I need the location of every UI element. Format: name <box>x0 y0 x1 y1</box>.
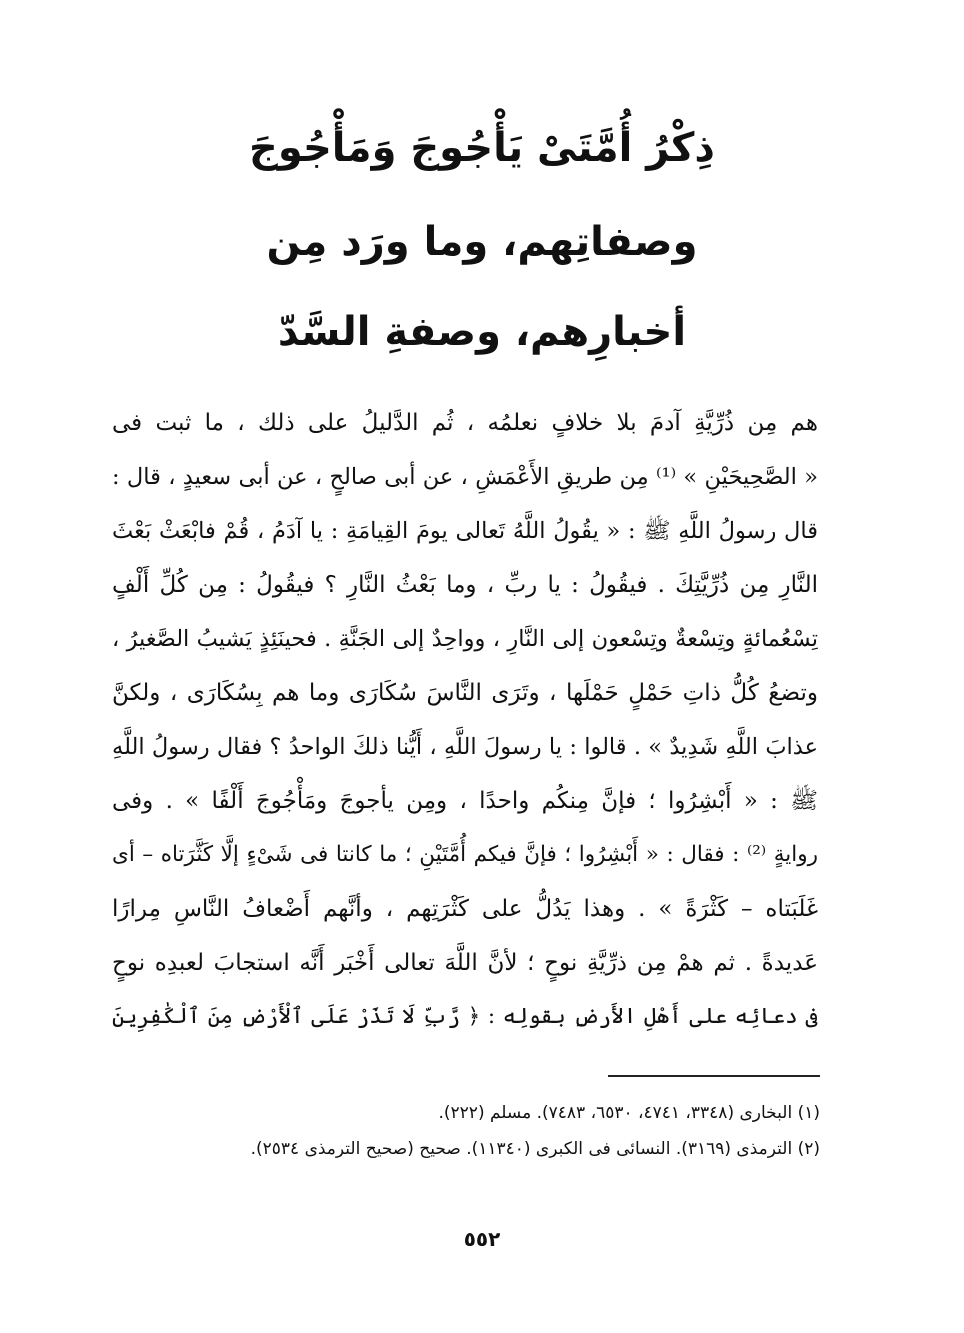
body-line: النَّارِ مِن ذُرِّيَّتِكَ . فيقُولُ : يا ربِّ ، وما بَعْثُ النَّارِ ؟ فيقُولُ : مِن كُلِّ أَلْفٍ <box>112 572 818 598</box>
footnote-2: (٢) الترمذى (٣١٦٩). النسائى فى الكبرى (١١٣٤٠). صحيح (صحيح الترمذى ٢٥٣٤). <box>250 1139 820 1159</box>
body-line: غَلَبَتاه – كَثْرَةً » . وهذا يَدُلُّ على كَثْرَتِهم ، وأنَّهم أَضْعافُ النَّاسِ مِرارًا <box>112 896 818 922</box>
body-line: ﷺ : « أَبْشِرُوا ؛ فإنَّ مِنكُم واحدًا ، ومِن يأجوجَ ومَأْجُوجَ أَلْفًا » . وفى <box>112 788 818 814</box>
body-line: قال رسولُ اللَّهِ ﷺ : « يقُولُ اللَّهُ تَعالى يومَ القِيامَةِ : يا آدَمُ ، قُمْ فابْعَثْ بَعْثَ <box>112 518 818 544</box>
body-line: تِسْعُمائةٍ وتِسْعةٌ وتِسْعون إلى النَّارِ ، وواحِدٌ إلى الجَنَّةِ . فحينَئِذٍ يَشيبُ الصَّغيرُ ، <box>112 626 818 652</box>
chapter-title-line-3: أخبارِهم، وصفةِ السَّدّ <box>277 309 687 355</box>
body-line: عذابَ اللَّهِ شَدِيدٌ » . قالوا : يا رسولَ اللَّهِ ، أَيُّنا ذلكَ الواحدُ ؟ فقال رسولُ اللَّهِ <box>112 734 818 760</box>
body-line: عَديدةً . ثم همْ مِن ذرِّيَّةِ نوحٍ ؛ لأنَّ اللَّهَ تعالى أَخْبَر أَنَّه استجابَ لعبدِه نوحٍ <box>112 950 818 976</box>
page-number: ٥٥٢ <box>463 1227 501 1251</box>
footnote-1: (١) البخارى (٣٣٤٨، ٤٧٤١، ٦٥٣٠، ٧٤٨٣). مسلم (٢٢٢). <box>438 1103 820 1123</box>
body-line: فى دعائِه على أَهْلِ الأَرضِ بقولِه : ﴿ رَّبِّ لَا تَذَرْ عَلَى ٱلْأَرْضِ مِنَ ٱلْكَٰفِرِينَ <box>112 1004 818 1029</box>
chapter-title-line-2: وصفاتِهم، وما ورَد مِن <box>266 219 698 265</box>
footnote-divider <box>608 1075 820 1077</box>
body-line: وتضعُ كُلُّ ذاتِ حَمْلٍ حَمْلَها ، وتَرَى النَّاسَ سُكَارَى وما هم بِسُكَارَى ، ولكنَّ <box>112 680 818 706</box>
chapter-title-line-1: ذِكْرُ أُمَّتَىْ يَأْجُوجَ وَمَأْجُوجَ <box>249 125 715 171</box>
body-line: هم مِن ذُرِّيَّةِ آدمَ بلا خلافٍ نعلمُه ، ثُم الدَّليلُ على ذلك ، ما ثبت فى <box>112 410 818 436</box>
body-line: روايةٍ ⁽²⁾ : فقال : « أَبْشِرُوا ؛ فإنَّ فيكم أُمَّتَيْنِ ؛ ما كانتا فى شَىْءٍ إلَّا كَثَّرَتاه – أى <box>112 842 818 867</box>
body-line: « الصَّحِيحَيْنِ » ⁽¹⁾ مِن طريقِ الأَعْمَشِ ، عن أبى صالحٍ ، عن أبى سعيدٍ ، قال : <box>112 464 818 490</box>
